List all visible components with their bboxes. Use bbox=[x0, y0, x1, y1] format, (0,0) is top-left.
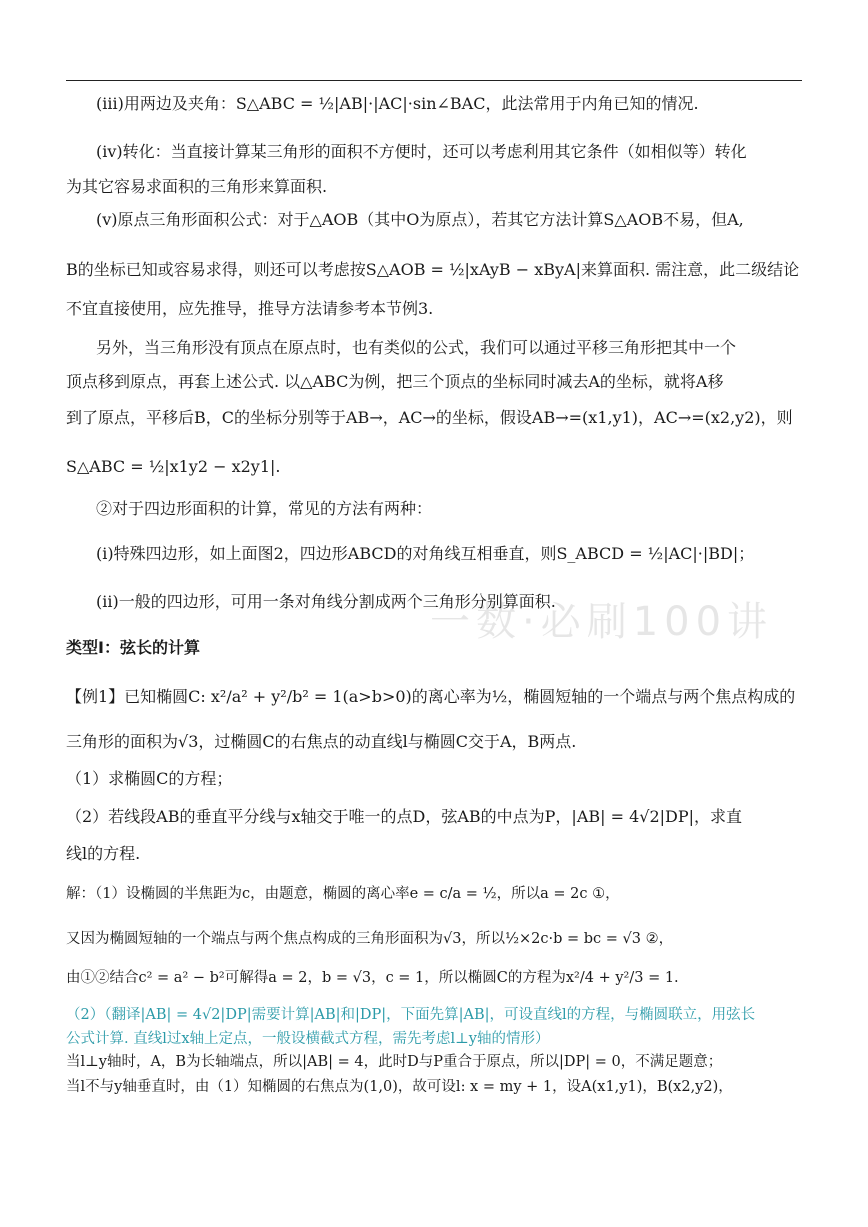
annotation-line: （2）（翻译|AB| = 4√2|DP|需要计算|AB|和|DP|，下面先算|AB|，可设直线l的方程，与椭圆联立，用弦长 bbox=[66, 1007, 756, 1023]
text-line: 三角形的面积为√3，过椭圆C的右焦点的动直线l与椭圆C交于A，B两点. bbox=[66, 732, 577, 751]
text-line: (v)原点三角形面积公式：对于△AOB（其中O为原点），若其它方法计算S△AOB不易，但A, bbox=[96, 210, 744, 229]
solution-line: 解：（1）设椭圆的半焦距为c，由题意，椭圆的离心率e = c/a = ½，所以a = 2c ①， bbox=[66, 886, 620, 902]
text-line: ②对于四边形面积的计算，常见的方法有两种： bbox=[96, 499, 433, 518]
text-line: （1）求椭圆C的方程； bbox=[66, 769, 233, 788]
text-line: (iii)用两边及夹角：S△ABC = ½|AB|·|AC|·sin∠BAC，此法常用于内角已知的情况. bbox=[96, 94, 699, 113]
text-line: （2）若线段AB的垂直平分线与x轴交于唯一的点D，弦AB的中点为P，|AB| = 4√2|DP|，求直 bbox=[66, 807, 743, 826]
solution-line: 当l⊥y轴时，A，B为长轴端点，所以|AB| = 4，此时D与P重合于原点，所以|DP| = 0，不满足题意； bbox=[66, 1054, 723, 1070]
header-rule bbox=[66, 80, 802, 81]
text-line: 另外，当三角形没有顶点在原点时，也有类似的公式，我们可以通过平移三角形把其中一个 bbox=[96, 338, 737, 357]
text-line: (iv)转化：当直接计算某三角形的面积不方便时，还可以考虑利用其它条件（如相似等）转化 bbox=[96, 142, 747, 161]
text-line: 为其它容易求面积的三角形来算面积. bbox=[66, 177, 328, 196]
text-line: 不宜直接使用，应先推导，推导方法请参考本节例3. bbox=[66, 299, 434, 318]
solution-line: 又因为椭圆短轴的一个端点与两个焦点构成的三角形面积为√3，所以½×2c·b = bc = √3 ②， bbox=[66, 931, 674, 947]
annotation-line: 公式计算. 直线l过x轴上定点，一般设横截式方程，需先考虑l⊥y轴的情形） bbox=[66, 1031, 550, 1047]
text-line: 到了原点，平移后B，C的坐标分别等于AB→，AC→的坐标，假设AB→=(x1,y1)，AC→=(x2,y2)，则 bbox=[66, 408, 793, 427]
solution-line: 由①②结合c² = a² − b²可解得a = 2，b = √3，c = 1，所以椭圆C的方程为x²/4 + y²/3 = 1. bbox=[66, 970, 679, 986]
text-line: 线l的方程. bbox=[66, 844, 141, 863]
text-line: 顶点移到原点，再套上述公式. 以△ABC为例，把三个顶点的坐标同时减去A的坐标，就将A移 bbox=[66, 372, 724, 391]
section-heading: 类型Ⅰ：弦长的计算 bbox=[66, 638, 200, 657]
watermark: 一数·必刷100讲 bbox=[430, 599, 774, 645]
text-line: S△ABC = ½|x1y2 − x2y1|. bbox=[66, 457, 281, 476]
text-line: B的坐标已知或容易求得，则还可以考虑按S△AOB = ½|xAyB − xByA|来算面积. 需注意，此二级结论 bbox=[66, 260, 800, 279]
text-line: (i)特殊四边形，如上面图2，四边形ABCD的对角线互相垂直，则S_ABCD = ½|AC|·|BD|； bbox=[96, 544, 755, 563]
text-line: (ii)一般的四边形，可用一条对角线分割成两个三角形分别算面积. bbox=[96, 592, 556, 611]
text-line: 【例1】已知椭圆C: x²/a² + y²/b² = 1(a>b>0)的离心率为½，椭圆短轴的一个端点与两个焦点构成的 bbox=[66, 687, 796, 706]
solution-line: 当l不与y轴垂直时，由（1）知椭圆的右焦点为(1,0)，故可设l: x = my + 1，设A(x1,y1)，B(x2,y2)， bbox=[66, 1079, 733, 1095]
